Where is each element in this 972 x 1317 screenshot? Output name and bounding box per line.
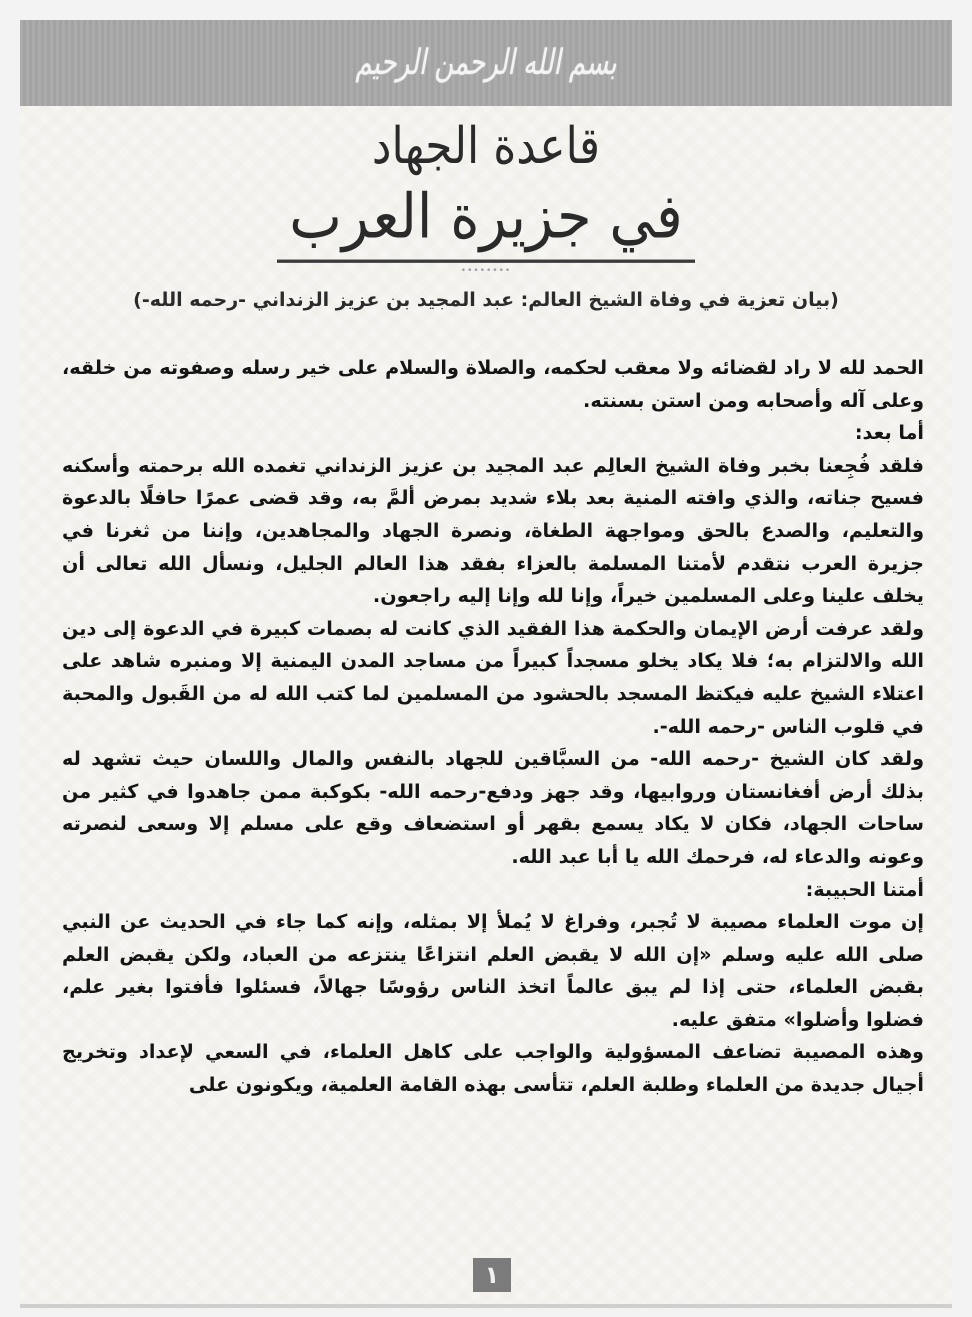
page-number: ١ xyxy=(473,1258,511,1292)
paragraph-condolence: فلقد فُجِعنا بخبر وفاة الشيخ العالِم عبد المجيد بن عزيز الزنداني تغمده الله برحمته وأسكنه فسيح جناته، والذي وافته المنية بعد بلاء شديد بمرض ألمَّ به، وقد قضى عمرًا حافلًا بالدعوة والتعليم، والصدع بالحق ومواجهة الطغاة، ونصرة الجهاد والمجاهدين، وإننا من ثغرنا في جزيرة العرب نتقدم لأمتنا المسلمة بالعزاء بفقد هذا العالم الجليل، ونسأل الله تعالى أن يخلف علينا وعلى المسلمين خيراً، وإنا لله وإنا إليه راجعون. xyxy=(62,453,924,608)
basmala-calligraphy: بسم الله الرحمن الرحيم xyxy=(355,42,617,84)
statement-title: (بيان تعزية في وفاة الشيخ العالم: عبد المجيد بن عزيز الزنداني -رحمه الله-) xyxy=(133,289,839,311)
statement-body xyxy=(62,352,924,1102)
page-bottom-rule xyxy=(20,1304,952,1308)
paragraph-responsibility: وهذه المصيبة تضاعف المسؤولية والواجب على كاهل العلماء، في السعي لإعداد وتخريج أجيال جديدة من العلماء وطلبة العلم، تتأسى بهذه القامة العلمية، ويكونون على xyxy=(62,1040,924,1097)
paragraph-dawah: ولقد عرفت أرض الإيمان والحكمة هذا الفقيد الذي كانت له بصمات كبيرة في الدعوة إلى دين الله والالتزام به؛ فلا يكاد يخلو مسجداً كبيراً من مساجد المدن اليمنية إلا ومنبره شاهد على اعتلاء الشيخ عليه فيكتظ المسجد بالحشود من المسلمين لما كتب الله له من القَبول والمحبة في قلوب الناس -رحمه الله-. xyxy=(62,616,924,738)
paragraph-opening: الحمد لله لا راد لقضائه ولا معقب لحكمه، والصلاة والسلام على خير رسله وصفوته من خلقه، وعلى آله وأصحابه ومن استن بسنته. xyxy=(62,356,924,412)
section-heading-ummah: أمتنا الحبيبة: xyxy=(805,877,924,901)
section-heading-amma-bad: أما بعد: xyxy=(854,421,924,445)
logo-line-2: في جزيرة العرب xyxy=(277,178,695,263)
paragraph-jihad: ولقد كان الشيخ -رحمه الله- من السبَّاقين للجهاد بالنفس والمال واللسان حيث تشهد له بذلك أرض أفغانستان وروابيها، وقد جهز ودفع-رحمه الله- بكوكبة ممن جاهدوا في كثير من ساحات الجهاد، فكان لا يكاد يسمع بقهر أو استضعاف وقع على مسلم إلا وسعى لنصرته وعونه والدعاء له، فرحمك الله يا أبا عبد الله. xyxy=(62,747,924,868)
logo-line-1: قاعدة الجهاد xyxy=(371,117,601,176)
paragraph-hadith: إن موت العلماء مصيبة لا تُجبر، وفراغ لا يُملأ إلا بمثله، وإنه كما جاء في الحديث عن النبي صلى الله عليه وسلم «إن الله لا يقبض العلم انتزاعًا ينتزعه من العباد، ولكن يقبض العلم بقبض العلماء، حتى إذا لم يبق عالماً اتخذ الناس رؤوسًا جهالاً، فسئلوا فأفتوا بغير علم، فضلوا وأضلوا» متفق عليه. xyxy=(62,910,924,1031)
organization-logo xyxy=(20,108,952,268)
ornament-divider: •••••••• xyxy=(460,266,512,276)
header-banner xyxy=(20,20,952,106)
